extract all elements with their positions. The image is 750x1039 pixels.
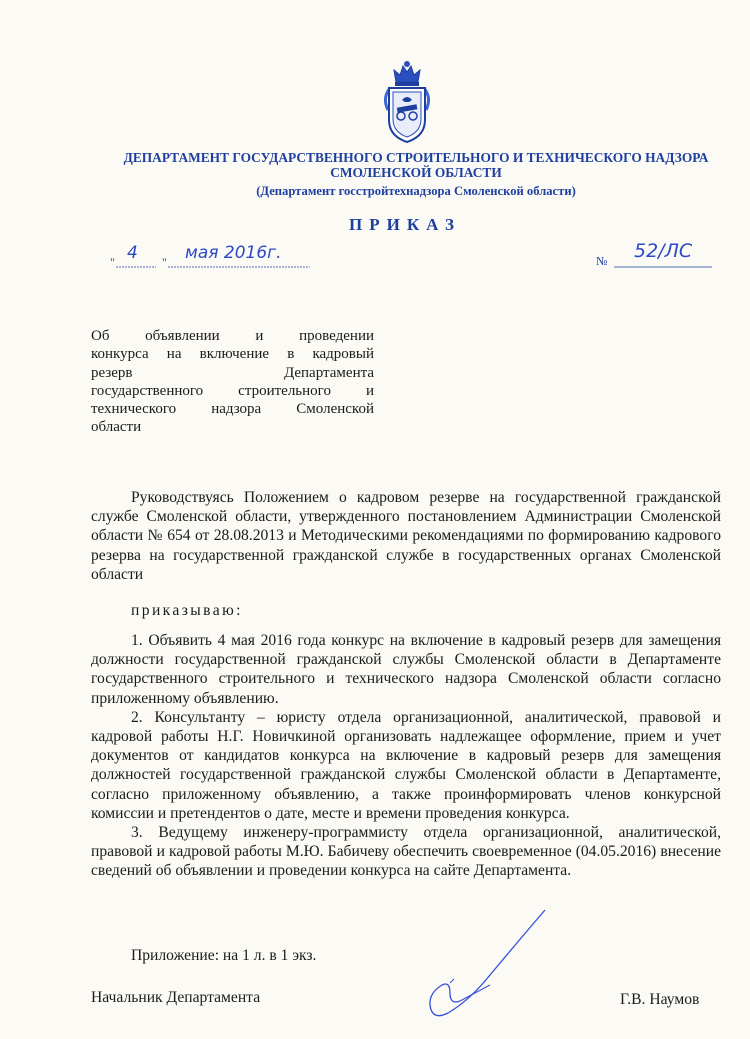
department-short-name: (Департамент госстройтехнадзора Смоленской области) xyxy=(256,184,576,198)
date-day: 4 xyxy=(127,243,138,263)
order-item: 1. Объявить 4 мая 2016 года конкурс на включение в кадровый резерв для замещения должности государственной гражданской службы Смоленской области в Департаменте государственного строительного и технического надзора Смоленской области согласно приложенному объявлению. xyxy=(91,632,721,707)
order-subject xyxy=(91,327,374,437)
signer-name: Г.В. Наумов xyxy=(620,991,700,1008)
subject-line: резерв Департамента xyxy=(91,364,374,381)
number-label: № xyxy=(596,254,608,268)
department-name-line2: СМОЛЕНСКОЙ ОБЛАСТИ xyxy=(330,165,502,180)
order-word: приказываю: xyxy=(131,602,243,619)
order-items xyxy=(91,631,721,881)
date-month-year: мая 2016г. xyxy=(185,243,282,263)
preamble xyxy=(91,488,721,584)
subject-line: технического надзора Смоленской xyxy=(91,401,374,418)
subject-line: Об объявлении и проведении xyxy=(91,328,374,344)
preamble-text: Руководствуясь Положением о кадровом резерве на государственной гражданской службе Смоленской области, утвержденного постановлением Администрации Смоленской области № 654 от 28.08.2013 и Методическими рекомендациями по формированию кадрового резерва на государственной гражданской службе в государственных органах Смоленской области xyxy=(91,489,721,583)
department-name-line1: ДЕПАРТАМЕНТ ГОСУДАРСТВЕННОГО СТРОИТЕЛЬНОГО И ТЕХНИЧЕСКОГО НАДЗОРА xyxy=(123,150,709,165)
subject-line: государственного строительного и xyxy=(91,382,374,399)
signature-icon xyxy=(420,905,550,1025)
smolensk-coat-of-arms-icon xyxy=(378,58,436,146)
signer-position: Начальник Департамента xyxy=(91,989,261,1006)
document-title: ПРИКАЗ xyxy=(349,215,461,234)
svg-text:": " xyxy=(110,255,115,269)
svg-text:": " xyxy=(162,255,167,269)
order-item: 3. Ведущему инженеру-программисту отдела организационной, аналитической, правовой и кадровой работы М.Ю. Бабичеву обеспечить своевременное (04.05.2016) внесение сведений об объявлении и проведении конкурса на сайте Департамента. xyxy=(91,824,721,880)
subject-line: области xyxy=(91,419,142,436)
number-value: 52/ЛС xyxy=(634,240,693,262)
order-item: 2. Консультанту – юристу отдела организационной, аналитической, правовой и кадровой работы Н.Г. Новичкиной организовать надлежащее оформление, прием и учет документов от кандидатов конкурса на включение в кадровый резерв для замещения должностей государственной гражданской службы Смоленской области в Департаменте, согласно приложенному объявлению, а также проинформировать членов конкурсной комиссии и претендентов о дате, месте и времени проведения конкурса. xyxy=(91,708,721,822)
appendix-note: Приложение: на 1 л. в 1 экз. xyxy=(131,947,317,964)
subject-line: конкурса на включение в кадровый xyxy=(91,346,374,363)
